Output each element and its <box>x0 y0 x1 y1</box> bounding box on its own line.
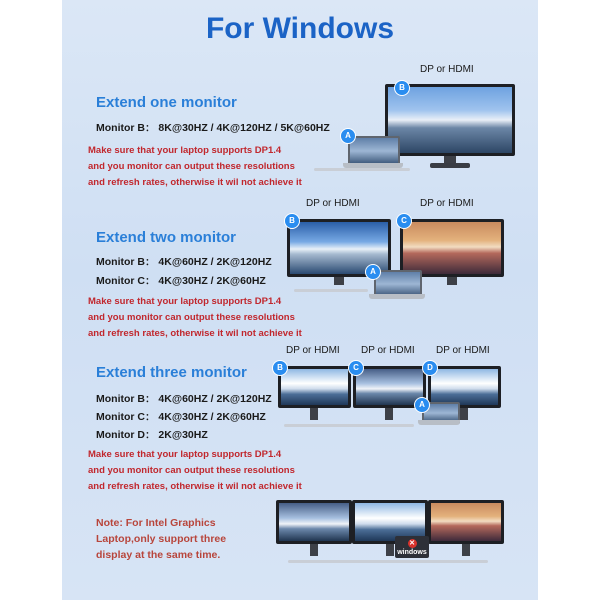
laptop-base <box>369 294 425 299</box>
badge-b: B <box>394 80 410 96</box>
spec-label: Monitor B： <box>96 122 156 134</box>
cable <box>284 424 414 427</box>
section-two-title: Extend two monitor <box>96 229 236 246</box>
spec-label: Monitor C： <box>96 275 156 287</box>
intel-note: Note: For Intel Graphics Laptop,only support three display at the same time. <box>96 517 227 561</box>
spec-three-monitor-c <box>96 409 266 424</box>
windows-logo-badge <box>395 536 429 558</box>
close-icon: ✕ <box>409 540 415 547</box>
spec-value: 4K@60HZ / 2K@120HZ <box>158 256 272 268</box>
port-label-three-d: DP or HDMI <box>436 345 490 356</box>
badge-b: B <box>284 213 300 229</box>
section-one-warning: Make sure that your laptop supports DP1.4 and you monitor can output these resolutions and refresh rates, otherwise it wil not achieve it <box>88 145 302 188</box>
windows-label: windows <box>397 549 427 556</box>
page-title: For Windows <box>205 12 395 45</box>
port-label-three-b: DP or HDMI <box>286 345 340 356</box>
badge-d: D <box>422 360 438 376</box>
spec-one-monitor-b <box>96 120 330 135</box>
spec-label: Monitor D： <box>96 429 156 441</box>
port-label-two-b: DP or HDMI <box>306 198 360 209</box>
badge-a: A <box>365 264 381 280</box>
monitor-stand <box>462 544 470 556</box>
laptop-base <box>418 420 460 425</box>
monitor-stand <box>385 408 393 420</box>
badge-c: C <box>348 360 364 376</box>
port-label-two-c: DP or HDMI <box>420 198 474 209</box>
spec-two-monitor-c <box>96 273 266 288</box>
cable <box>314 168 410 171</box>
spec-value: 4K@60HZ / 2K@120HZ <box>158 393 272 405</box>
spec-three-monitor-d <box>96 427 208 442</box>
port-label-three-c: DP or HDMI <box>361 345 415 356</box>
section-three-warning: Make sure that your laptop supports DP1.4 and you monitor can output these resolutions and refresh rates, otherwise it wil not achieve it <box>88 449 302 492</box>
cable <box>294 289 368 292</box>
badge-a: A <box>340 128 356 144</box>
section-one-title: Extend one monitor <box>96 94 237 111</box>
monitor-stand <box>310 544 318 556</box>
cable <box>288 560 488 563</box>
spec-label: Monitor B： <box>96 393 156 405</box>
monitor-stand <box>334 277 344 285</box>
monitor-screen <box>278 366 351 408</box>
spec-value: 8K@30HZ / 4K@120HZ / 5K@60HZ <box>158 122 330 134</box>
monitor-screen <box>276 500 352 544</box>
infographic-panel <box>62 0 538 600</box>
spec-label: Monitor C： <box>96 411 156 423</box>
spec-value: 4K@30HZ / 2K@60HZ <box>158 411 266 423</box>
monitor-screen <box>400 219 504 277</box>
monitor-note-1 <box>276 500 352 544</box>
spec-value: 4K@30HZ / 2K@60HZ <box>158 275 266 287</box>
spec-label: Monitor B： <box>96 256 156 268</box>
port-label-one-b: DP or HDMI <box>420 64 474 75</box>
spec-two-monitor-b <box>96 254 272 269</box>
section-three-title: Extend three monitor <box>96 364 247 381</box>
monitor-screen <box>428 500 504 544</box>
monitor-note-3 <box>428 500 504 544</box>
laptop <box>348 136 400 166</box>
monitor-stand <box>460 408 468 420</box>
badge-c: C <box>396 213 412 229</box>
monitor-base <box>430 163 470 168</box>
monitor-stand <box>386 544 394 556</box>
monitor-stand <box>310 408 318 420</box>
section-two-warning: Make sure that your laptop supports DP1.4 and you monitor can output these resolutions and refresh rates, otherwise it wil not achieve it <box>88 296 302 339</box>
spec-value: 2K@30HZ <box>158 429 208 441</box>
spec-three-monitor-b <box>96 391 272 406</box>
monitor-b-three <box>278 366 351 408</box>
monitor-c-two <box>400 219 504 277</box>
badge-a: A <box>414 397 430 413</box>
badge-b: B <box>272 360 288 376</box>
monitor-stand <box>447 277 457 285</box>
